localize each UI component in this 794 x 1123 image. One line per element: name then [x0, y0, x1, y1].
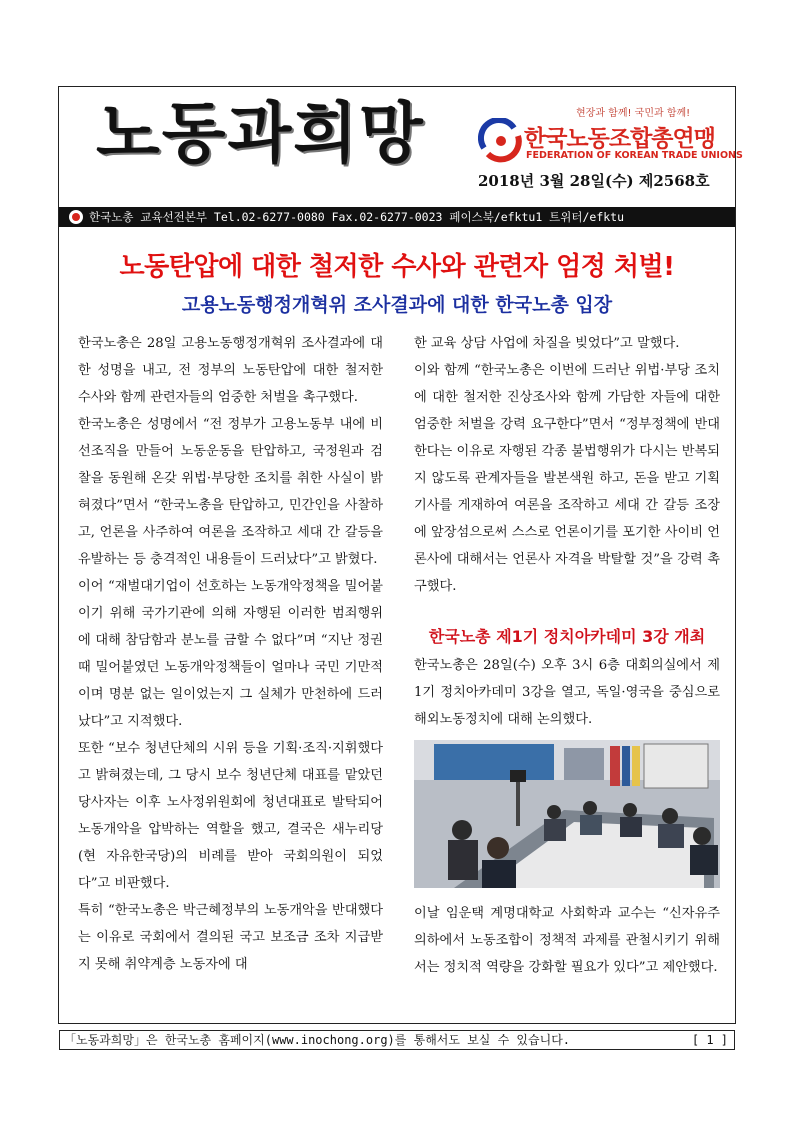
- paragraph: 한국노총은 28일(수) 오후 3시 6층 대회의실에서 제1기 정치아카데미 3강을 열고, 독일·영국을 중심으로 해외노동정치에 대해 논의했다.: [414, 658, 720, 727]
- fktu-logo-icon: [478, 118, 524, 164]
- issue-date-number: 2018년 3월 28일(수) 제2568호: [478, 172, 710, 190]
- contact-bar: [59, 207, 735, 227]
- event-photo: [414, 740, 720, 888]
- paragraph: 이와 함께 “한국노총은 이번에 드러난 위법·부당 조치에 대한 철저한 진상조사와 함께 가담한 자들에 대한 엄중한 처벌을 강력 요구한다”면서 “정부정책에 반대한다는 이유로 자행된 각종 불법행위가 다시는 반복되지 않도록 관계자들을 발본색원 하고, 돈을 받고 기획기사를 게재하여 여론을 조작하고 세대 간 갈등 조장에 앞장섬으로써 스스로 언론이기를 포기한 사이비 언론사에 대해서는 언론사 자격을 박탈할 것”을 강력 촉구했다.: [414, 363, 720, 594]
- page-number: [ 1 ]: [691, 1033, 728, 1047]
- footer: [59, 1030, 735, 1050]
- masthead-title: 노동과희망: [96, 94, 425, 172]
- paragraph: 이어 “재벌대기업이 선호하는 노동개악정책을 밀어붙이기 위해 국가기관에 의해 자행된 이러한 범죄행위에 대해 참담함과 분노를 금할 수 없다”며 “지난 정권 때 밀어붙였던 노동개악정책들이 얼마나 국민 기만적이며 명분 없는 일이었는지 그 실체가 만천하에 드러났다”고 지적했다.: [78, 579, 383, 729]
- meeting-photo-image: [414, 740, 720, 888]
- paragraph: 한국노총은 28일 고용노동행정개혁위 조사결과에 대한 성명을 내고, 전 정부의 노동탄압에 대한 철저한 수사와 함께 관련자들의 엄중한 처벌을 촉구했다.: [78, 336, 383, 405]
- org-block: [478, 104, 743, 168]
- org-name: 한국노동조합총연맹: [524, 126, 715, 152]
- paragraph: 또한 “보수 청년단체의 시위 등을 기획·조직·지휘했다고 밝혀졌는데, 그 당시 보수 청년단체 대표를 맡았던 당사자는 이후 노사정위원회에 청년대표로 발탁되어 노동개악을 압박하는 역할을 했고, 결국은 새누리당(현 자유한국당)의 비례를 받아 국회의원이 되었다”고 비판했다.: [78, 741, 383, 891]
- right-column: [414, 330, 720, 600]
- left-column: [78, 330, 383, 978]
- footer-text: 「노동과희망」은 한국노총 홈페이지(www.inochong.org)를 통해서도 보실 수 있습니다.: [64, 1033, 571, 1047]
- org-slogan: 현장과 함께! 국민과 함께!: [576, 108, 691, 119]
- contact-text: 한국노총 교육선전본부 Tel.02-6277-0080 Fax.02-6277-0023 페이스북/efktu1 트위터/efktu: [89, 210, 625, 224]
- paragraph: 이날 임운택 계명대학교 사회학과 교수는 “신자유주의하에서 노동조합이 정책적 과제를 관철시키기 위해서는 정치적 역량을 강화할 필요가 있다”고 제안했다.: [414, 906, 720, 975]
- section-title: 한국노총 제1기 정치아카데미 3강 개최: [428, 627, 706, 646]
- paragraph: 한 교육 상담 사업에 차질을 빚었다”고 말했다.: [414, 336, 680, 351]
- subheadline: 고용노동행정개혁위 조사결과에 대한 한국노총 입장: [181, 294, 613, 316]
- paragraph: 특히 “한국노총은 박근혜정부의 노동개악을 반대했다는 이유로 국회에서 결의된 국고 보조금 조차 지급받지 못해 취약계층 노동자에 대: [78, 903, 383, 972]
- section-closing: [414, 900, 720, 981]
- org-english-name: FEDERATION OF KOREAN TRADE UNIONS: [526, 150, 743, 161]
- headline: 노동탄압에 대한 철저한 수사와 관련자 엄정 처벌!: [119, 252, 675, 282]
- paragraph: 한국노총은 성명에서 “전 정부가 고용노동부 내에 비선조직을 만들어 노동운동을 탄압하고, 국정원과 검찰을 동원해 온갖 위법·부당한 조치를 취한 사실이 밝혀졌다”면서 “한국노총을 탄압하고, 민간인을 사찰하고, 언론을 사주하여 여론을 조작하고 세대 간 갈등을 유발하는 등 충격적인 내용들이 드러났다”고 밝혔다.: [78, 417, 383, 567]
- fktu-small-logo-icon: [69, 210, 83, 224]
- section-intro: [414, 652, 720, 733]
